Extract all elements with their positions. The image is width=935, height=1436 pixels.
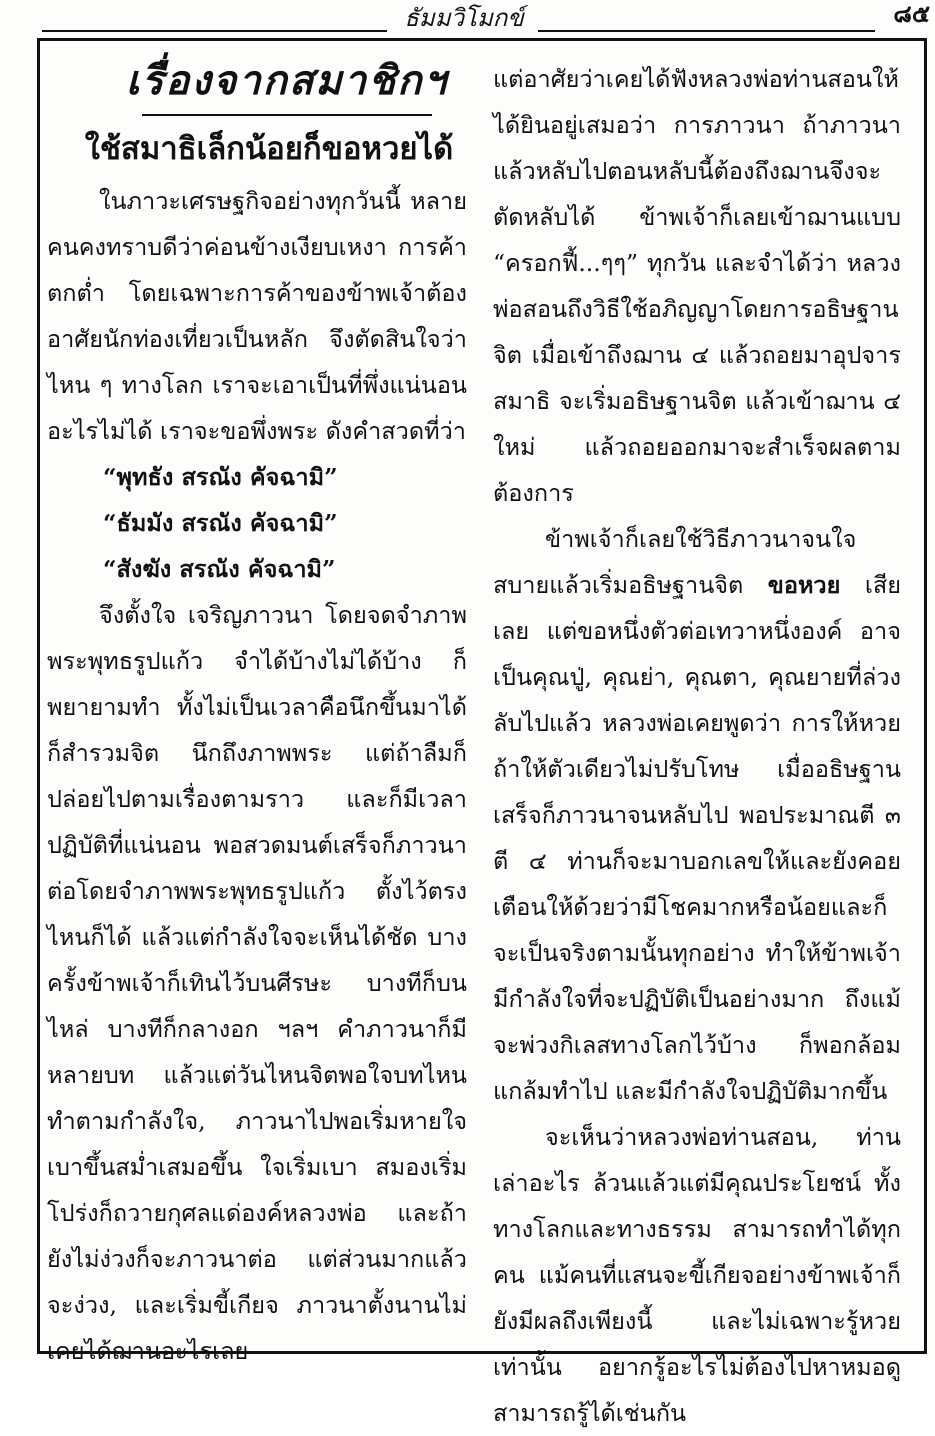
chant-line-buddha: “พุทธัง สรณัง คัจฉามิ” [103, 463, 338, 491]
left-column [47, 56, 467, 1374]
page-number: ๘๕ [893, 0, 930, 28]
paragraph-lottery-start: ข้าพเจ้าก็เลยใช้วิธีภาวนาจนใจสบายแล้วเริ่มอธิษฐานจิต [493, 525, 857, 599]
paragraph-lottery [493, 516, 901, 1114]
paragraph-intro: ในภาวะเศรษฐกิจอย่างทุกวันนี้ หลายคนคงทราบดีว่าค่อนข้างเงียบเหงา การค้าตกต่ำ โดยเฉพาะการค้าของข้าพเจ้าต้องอาศัยนักท่องเที่ยวเป็นหลัก จึงตัดสินใจว่าไหน ๆ ทางโลก เราจะเอาเป็นที่พึ่งแน่นอนอะไรไม่ได้ เราจะขอพึ่งพระ ดังคำสวดที่ว่า [47, 187, 467, 445]
paragraph-teaching: แต่อาศัยว่าเคยได้ฟังหลวงพ่อท่านสอนให้ได้ยินอยู่เสมอว่า การภาวนา ถ้าภาวนาแล้วหลับไปตอนหลับนี้ต้องถึงฌานจึงจะตัดหลับได้ ข้าพเจ้าก็เลยเข้าฌานแบบ “ครอกฟี้...ๆๆ” ทุกวัน และจำได้ว่า หลวงพ่อสอนถึงวิธีใช้อภิญญาโดยการอธิษฐานจิต เมื่อเข้าถึงฌาน ๔ แล้วถอยมาอุปจารสมาธิ จะเริ่มอธิษฐานจิต แล้วเข้าฌาน ๔ ใหม่ แล้วถอยออกมาจะสำเร็จผลตามต้องการ [493, 65, 901, 507]
chant-line-dhamma: “ธัมมัง สรณัง คัจฉามิ” [103, 509, 338, 537]
section-title: เรื่องจากสมาชิกฯ [126, 57, 448, 104]
header-rule-right [538, 30, 875, 32]
chant-line-sangha: “สังฆัง สรณัง คัจฉามิ” [103, 555, 336, 583]
paragraph-conclusion: จะเห็นว่าหลวงพ่อท่านสอน, ท่านเล่าอะไร ล้วนแล้วแต่มีคุณประโยชน์ ทั้งทางโลกและทางธรรม สามารถทำได้ทุกคน แม้คนที่แสนจะขี้เกียจอย่างข้าพเจ้าก็ยังมีผลถึงเพียงนี้ และไม่เฉพาะรู้หวยเท่านั้น อยากรู้อะไรไม่ต้องไปหาหมอดู สามารถรู้ได้เช่นกัน [493, 1123, 901, 1427]
header-rule-left [42, 30, 387, 32]
running-title: ธัมมวิโมกข์ [404, 4, 524, 32]
article-title: ใช้สมาธิเล็กน้อยก็ขอหวยได้ [84, 131, 454, 167]
paragraph-lottery-emphasis: ขอหวย [767, 571, 841, 599]
paragraph-lottery-end: เสียเลย แต่ขอหนึ่งตัวต่อเทวาหนึ่งองค์ อาจเป็นคุณปู่, คุณย่า, คุณตา, คุณยายที่ล่วงลับไปแล้ว หลวงพ่อเคยพูดว่า การให้หวยถ้าให้ตัวเดียวไม่ปรับโทษ เมื่ออธิษฐานเสร็จก็ภาวนาจนหลับไป พอประมาณตี ๓ ตี ๔ ท่านก็จะมาบอกเลขให้และยังคอยเตือนให้ด้วยว่ามีโชคมากหรือน้อยและก็จะเป็นจริงตามนั้นทุกอย่าง ทำให้ข้าพเจ้ามีกำลังใจที่จะปฏิบัติเป็นอย่างมาก ถึงแม้จะพ่วงกิเลสทางโลกไว้บ้าง ก็พอกล้อมแกล้มทำไป และมีกำลังใจปฏิบัติมากขึ้น [493, 571, 901, 1105]
right-column [493, 56, 901, 1436]
paragraph-meditation: จึงตั้งใจ เจริญภาวนา โดยจดจำภาพพระพุทธรูปแก้ว จำได้บ้างไม่ได้บ้าง ก็พยายามทำ ทั้งไม่เป็นเวลาคือนึกขึ้นมาได้ก็สำรวมจิต นึกถึงภาพพระ แต่ถ้าลืมก็ปล่อยไปตามเรื่องตามราว และก็มีเวลาปฏิบัติที่แน่นอน พอสวดมนต์เสร็จก็ภาวนาต่อโดยจำภาพพระพุทธรูปแก้ว ตั้งไว้ตรงไหนก็ได้ แล้วแต่กำลังใจจะเห็นได้ชัด บางครั้งข้าพเจ้าก็เทินไว้บนศีรษะ บางทีก็บนไหล่ บางทีก็กลางอก ฯลฯ คำภาวนาก็มีหลายบท แล้วแต่วันไหนจิตพอใจบทไหนทำตามกำลังใจ, ภาวนาไปพอเริ่มหายใจเบาขึ้นสม่ำเสมอขึ้น ใจเริ่มเบา สมองเริ่มโปร่งก็ถวายกุศลแด่องค์หลวงพ่อ และถ้ายังไม่ง่วงก็จะภาวนาต่อ แต่ส่วนมากแล้วจะง่วง, และเริ่มขี้เกียจ ภาวนาตั้งนานไม่เคยได้ฌานอะไรเลย [47, 601, 467, 1365]
section-title-underline [142, 114, 432, 116]
